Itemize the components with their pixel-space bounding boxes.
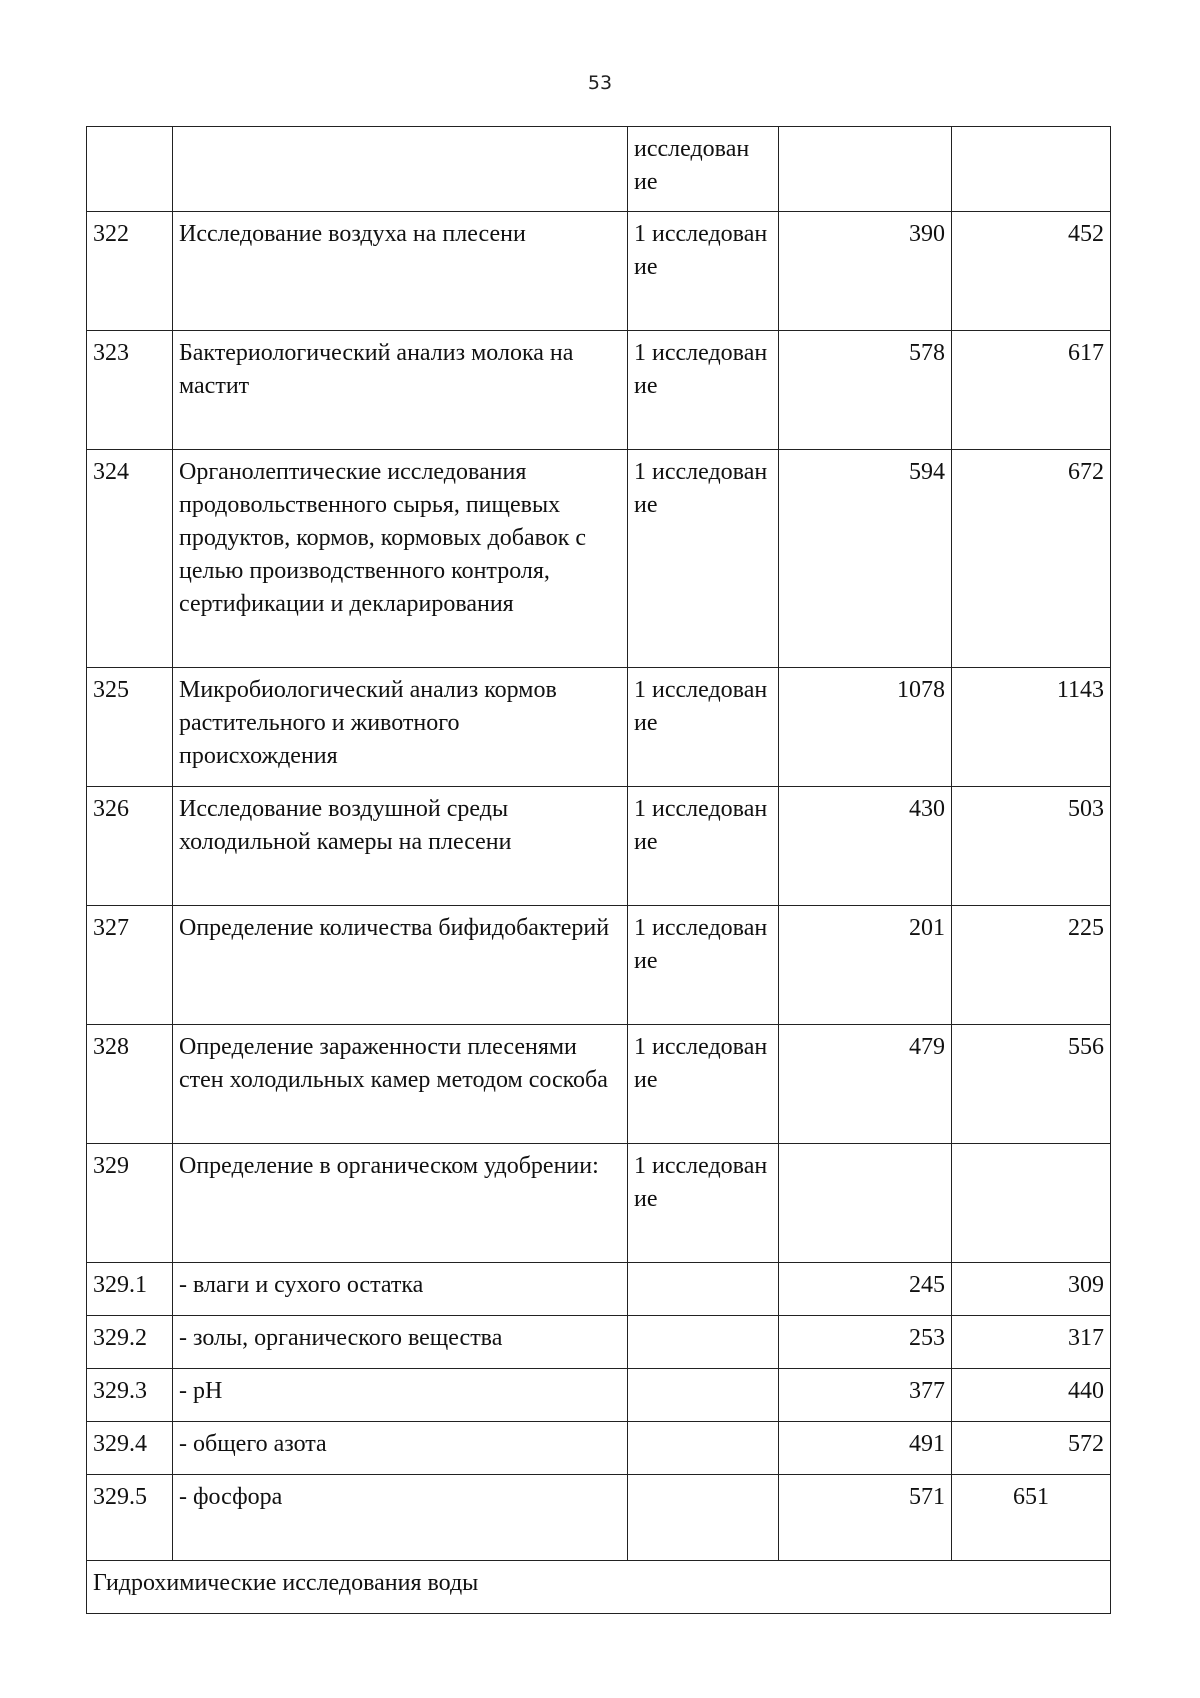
cell-num: 325 xyxy=(87,668,173,787)
cell-unit xyxy=(628,1422,779,1475)
cell-name: Органолептические исследования продовольственного сырья, пищевых продуктов, кормов, кормовых добавок с целью производственного контроля, сертификации и декларирования xyxy=(173,450,628,668)
cell-unit: 1 исследован ие xyxy=(628,906,779,1025)
table-row xyxy=(87,212,1111,331)
section-title: Гидрохимические исследования воды xyxy=(87,1561,1111,1614)
cell-name: Определение в органическом удобрении: xyxy=(173,1144,628,1263)
cell-price-2: 309 xyxy=(952,1263,1111,1316)
cell-unit: 1 исследован ие xyxy=(628,1144,779,1263)
cell-name: - золы, органического вещества xyxy=(173,1316,628,1369)
cell-name: - фосфора xyxy=(173,1475,628,1561)
cell-price-2: 617 xyxy=(952,331,1111,450)
cell-price-2: 651 xyxy=(952,1475,1111,1561)
cell-price-1: 201 xyxy=(779,906,952,1025)
cell-price-1: 578 xyxy=(779,331,952,450)
table-row-continuation xyxy=(87,127,1111,212)
unit-line-2: ие xyxy=(634,169,658,195)
section-header-row xyxy=(87,1561,1111,1614)
cell-name: - pH xyxy=(173,1369,628,1422)
table-row xyxy=(87,1422,1111,1475)
table-row xyxy=(87,1475,1111,1561)
cell-unit xyxy=(628,1369,779,1422)
cell-price-1: 377 xyxy=(779,1369,952,1422)
cell-num: 323 xyxy=(87,331,173,450)
unit-line-1: исследован xyxy=(634,136,750,162)
cell-price-1: 571 xyxy=(779,1475,952,1561)
cell-price-1: 253 xyxy=(779,1316,952,1369)
page-number: 53 xyxy=(587,72,613,94)
cell-name: Бактериологический анализ молока на мастит xyxy=(173,331,628,450)
cell-price-2: 672 xyxy=(952,450,1111,668)
cell-name: - влаги и сухого остатка xyxy=(173,1263,628,1316)
cell-price-2: 440 xyxy=(952,1369,1111,1422)
cell-unit xyxy=(628,127,779,212)
cell-price-1: 594 xyxy=(779,450,952,668)
cell-price-2: 225 xyxy=(952,906,1111,1025)
table-row xyxy=(87,1144,1111,1263)
cell-price-1: 390 xyxy=(779,212,952,331)
cell-num: 324 xyxy=(87,450,173,668)
price-table xyxy=(86,126,1111,1614)
table-row xyxy=(87,331,1111,450)
table-row xyxy=(87,1025,1111,1144)
cell-price-1 xyxy=(779,1144,952,1263)
cell-num: 329 xyxy=(87,1144,173,1263)
cell-name: - общего азота xyxy=(173,1422,628,1475)
table-row xyxy=(87,1316,1111,1369)
cell-name: Микробиологический анализ кормов растительного и животного происхождения xyxy=(173,668,628,787)
cell-price-1: 430 xyxy=(779,787,952,906)
cell-num xyxy=(87,127,173,212)
cell-name: Исследование воздуха на плесени xyxy=(173,212,628,331)
cell-price-2 xyxy=(952,1144,1111,1263)
cell-unit: 1 исследован ие xyxy=(628,331,779,450)
cell-price-2 xyxy=(952,127,1111,212)
cell-price-2: 556 xyxy=(952,1025,1111,1144)
cell-price-1: 479 xyxy=(779,1025,952,1144)
table-row xyxy=(87,787,1111,906)
cell-num: 326 xyxy=(87,787,173,906)
cell-unit: 1 исследован ие xyxy=(628,212,779,331)
cell-num: 329.5 xyxy=(87,1475,173,1561)
cell-num: 327 xyxy=(87,906,173,1025)
cell-price-1: 491 xyxy=(779,1422,952,1475)
cell-name: Определение зараженности плесенями стен холодильных камер методом соскоба xyxy=(173,1025,628,1144)
cell-num: 322 xyxy=(87,212,173,331)
cell-price-2: 503 xyxy=(952,787,1111,906)
cell-num: 328 xyxy=(87,1025,173,1144)
cell-price-2: 317 xyxy=(952,1316,1111,1369)
cell-price-2: 1143 xyxy=(952,668,1111,787)
cell-unit: 1 исследован ие xyxy=(628,1025,779,1144)
cell-price-1 xyxy=(779,127,952,212)
cell-name xyxy=(173,127,628,212)
cell-price-1: 245 xyxy=(779,1263,952,1316)
table-row xyxy=(87,1263,1111,1316)
cell-price-1: 1078 xyxy=(779,668,952,787)
cell-unit: 1 исследован ие xyxy=(628,450,779,668)
cell-unit xyxy=(628,1263,779,1316)
cell-num: 329.3 xyxy=(87,1369,173,1422)
cell-unit: 1 исследован ие xyxy=(628,787,779,906)
cell-unit xyxy=(628,1475,779,1561)
cell-unit: 1 исследован ие xyxy=(628,668,779,787)
cell-name: Исследование воздушной среды холодильной камеры на плесени xyxy=(173,787,628,906)
cell-name: Определение количества бифидобактерий xyxy=(173,906,628,1025)
table-row xyxy=(87,906,1111,1025)
cell-price-2: 452 xyxy=(952,212,1111,331)
cell-num: 329.2 xyxy=(87,1316,173,1369)
cell-unit xyxy=(628,1316,779,1369)
cell-num: 329.1 xyxy=(87,1263,173,1316)
table-row xyxy=(87,1369,1111,1422)
table-row xyxy=(87,450,1111,668)
table-row xyxy=(87,668,1111,787)
cell-price-2: 572 xyxy=(952,1422,1111,1475)
cell-num: 329.4 xyxy=(87,1422,173,1475)
